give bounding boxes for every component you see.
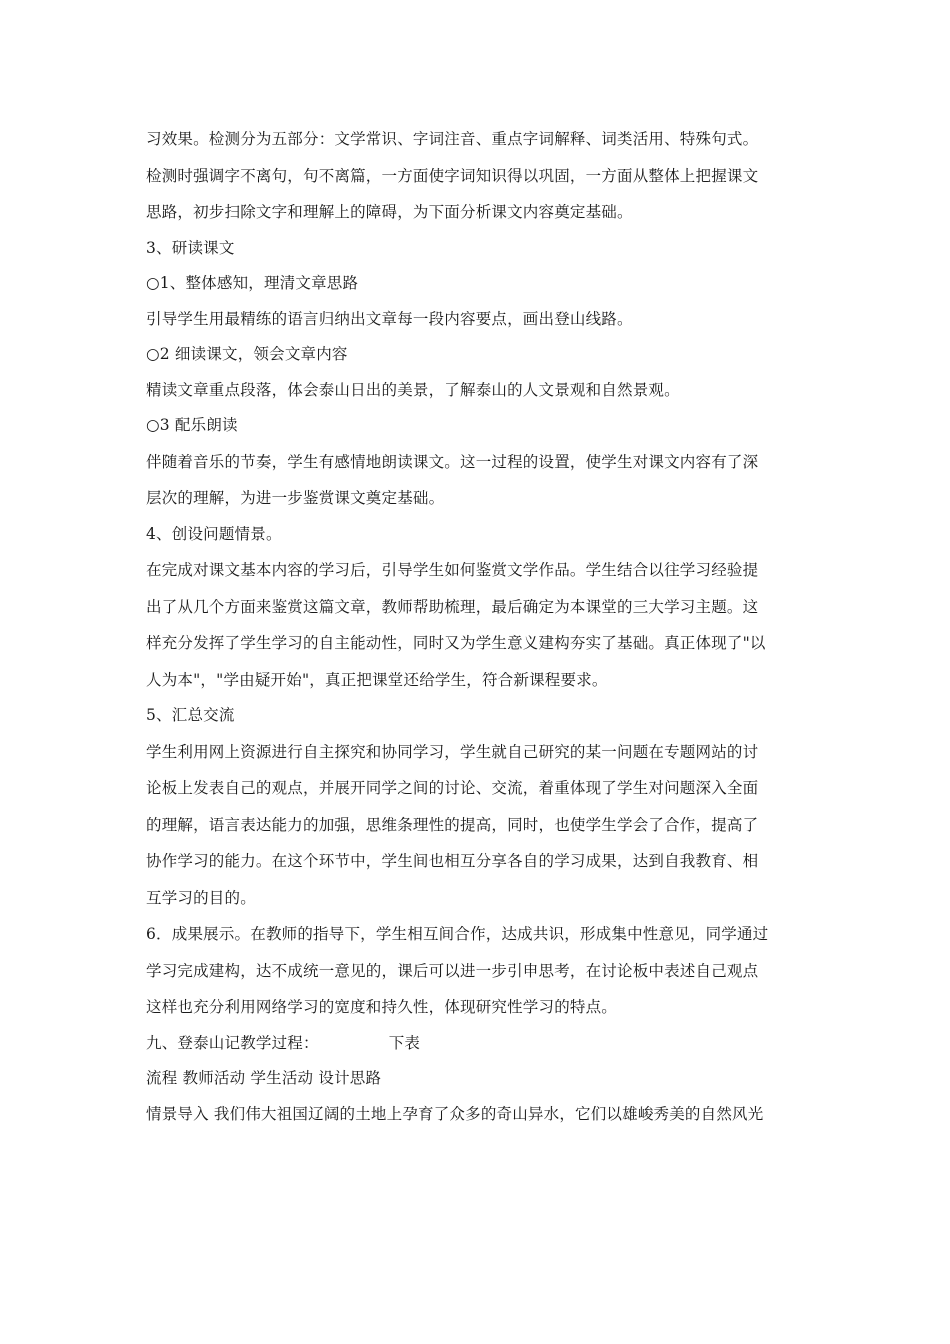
paragraph-line: 论板上发表自己的观点，并展开同学之间的讨论、交流，着重体现了学生对问题深入全面 xyxy=(146,779,759,797)
subsection-heading: ○2 细读课文，领会文章内容 xyxy=(146,345,348,363)
section-heading: 5、汇总交流 xyxy=(146,706,235,724)
paragraph-line: 6．成果展示。在教师的指导下，学生相互间合作，达成共识，形成集中性意见，同学通过 xyxy=(146,925,769,943)
paragraph-line: 检测时强调字不离句，句不离篇，一方面使字词知识得以巩固，一方面从整体上把握课文 xyxy=(146,166,759,185)
paragraph-line: 伴随着音乐的节奏，学生有感情地朗读课文。这一过程的设置，使学生对课文内容有了深 xyxy=(146,452,759,471)
document-body xyxy=(146,121,816,1132)
section-heading: 4、创设问题情景。 xyxy=(146,524,282,543)
subsection-heading: ○1、整体感知，理清文章思路 xyxy=(146,274,359,292)
paragraph-line: 互学习的目的。 xyxy=(146,888,256,907)
paragraph-line: 在完成对课文基本内容的学习后，引导学生如何鉴赏文学作品。学生结合以往学习经验提 xyxy=(146,561,759,579)
paragraph-line: 这样也充分利用网络学习的宽度和持久性，体现研究性学习的特点。 xyxy=(146,998,618,1016)
table-header-row: 流程 教师活动 学生活动 设计思路 xyxy=(146,1069,382,1087)
paragraph-line: 出了从几个方面来鉴赏这篇文章，教师帮助梳理，最后确定为本课堂的三大学习主题。这 xyxy=(146,597,759,616)
table-row: 情景导入 我们伟大祖国辽阔的土地上孕育了众多的奇山异水，它们以雄峻秀美的自然风光 xyxy=(146,1104,764,1123)
paragraph-line: 习效果。检测分为五部分：文学常识、字词注音、重点字词解释、词类活用、特殊句式。 xyxy=(146,130,759,148)
paragraph-line: 精读文章重点段落，体会泰山日出的美景，了解泰山的人文景观和自然景观。 xyxy=(146,380,680,399)
paragraph-line: 人为本"，"学由疑开始"，真正把课堂还给学生，符合新课程要求。 xyxy=(146,670,608,689)
paragraph-line: 学生利用网上资源进行自主探究和协同学习，学生就自己研究的某一问题在专题网站的讨 xyxy=(146,742,759,761)
paragraph-line: 层次的理解，为进一步鉴赏课文奠定基础。 xyxy=(146,489,445,507)
paragraph-line: 的理解，语言表达能力的加强，思维条理性的提高，同时，也使学生学会了合作，提高了 xyxy=(146,815,759,834)
paragraph-line: 学习完成建构，达不成统一意见的，课后可以进一步引申思考，在讨论板中表述自己观点 xyxy=(146,961,759,980)
paragraph-line: 引导学生用最精练的语言归纳出文章每一段内容要点，画出登山线路。 xyxy=(146,309,633,328)
section-heading: 3、研读课文 xyxy=(146,238,235,257)
section-9-label: 九、登泰山记教学过程： xyxy=(146,1033,319,1052)
subsection-heading: ○3 配乐朗读 xyxy=(146,416,238,434)
paragraph-line: 协作学习的能力。在这个环节中，学生间也相互分享各自的学习成果，达到自我教育、相 xyxy=(146,852,759,870)
paragraph-line: 思路，初步扫除文字和理解上的障碍，为下面分析课文内容奠定基础。 xyxy=(146,203,633,221)
section-heading-9 xyxy=(146,1026,816,1062)
paragraph-line: 样充分发挥了学生学习的自主能动性，同时又为学生意义建构夯实了基础。真正体现了"以 xyxy=(146,634,766,652)
section-9-note: 下表 xyxy=(388,1033,421,1052)
